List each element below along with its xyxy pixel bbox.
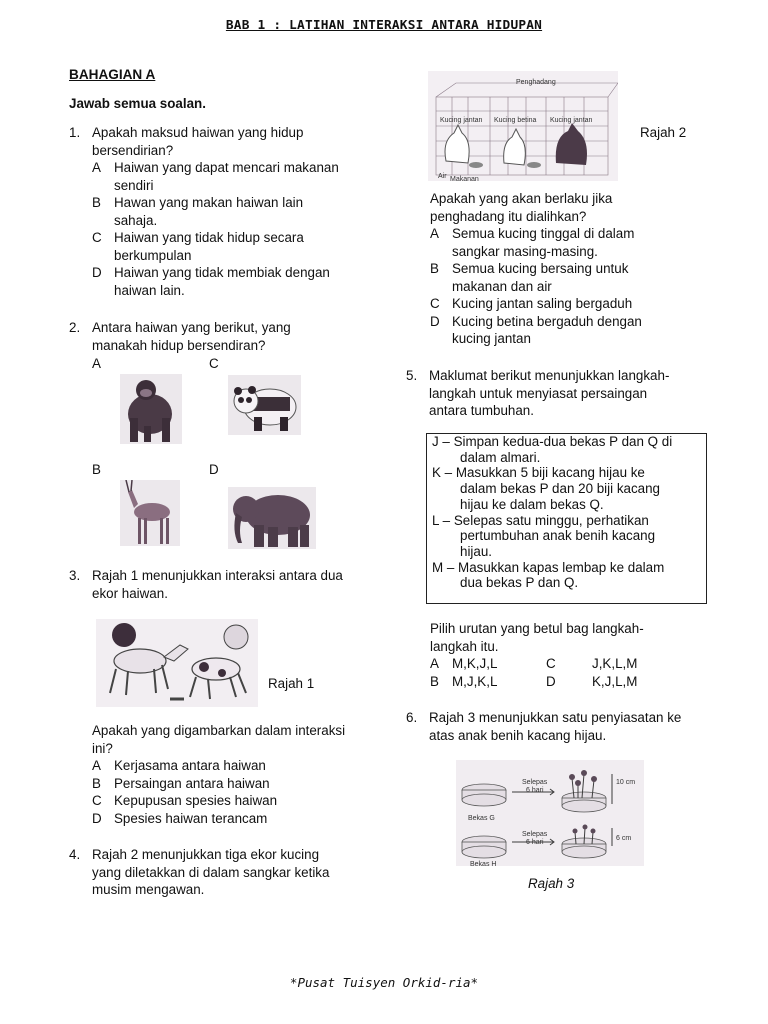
step-m: M – Masukkan kapas lembap ke dalam dua bekas P dan Q. (432, 559, 665, 591)
figure-caption: Makanan (450, 176, 479, 181)
option-a: A Haiwan yang dapat mencari makanan sendiri (92, 160, 339, 193)
question-text: langkah untuk menyiasat persaingan (429, 385, 648, 401)
figure-caption: 6 hari (526, 839, 544, 846)
figure-caption: Bekas H (470, 861, 497, 866)
label-c: C (209, 356, 219, 371)
figure-caption: Kucing jantan (550, 117, 593, 124)
option-a: A Kerjasama antara haiwan (92, 758, 266, 773)
question-4 (69, 846, 369, 899)
question-text: Antara haiwan yang berikut, yang (92, 320, 291, 335)
question-number: 3. (69, 568, 81, 583)
question-text: Rajah 2 menunjukkan tiga ekor kucing (92, 847, 320, 862)
option-a: A Semua kucing tinggal di dalam sangkar masing-masing. (430, 226, 635, 259)
seedling-experiment-image (456, 760, 644, 866)
question-text: penghadang itu dialihkan? (430, 208, 587, 224)
dogs-fighting-image (96, 619, 258, 707)
step-k: K – Masukkan 5 biji kacang hijau ke dalam bekas P dan 20 biji kacang hijau ke dalam bekas Q. (432, 465, 661, 512)
question-4-options (430, 190, 730, 348)
question-number: 1. (69, 125, 81, 140)
elephant-image (228, 487, 316, 549)
question-5-options (430, 620, 720, 690)
question-text: Maklumat berikut menunjukkan langkah- (429, 368, 670, 383)
question-text: yang diletakkan di dalam sangkar ketika (92, 864, 330, 880)
option-d: D Kucing betina bergaduh dengan kucing jantan (430, 313, 642, 346)
question-text: langkah itu. (430, 638, 499, 654)
figure-caption: Air (438, 173, 447, 180)
question-text: antara tumbuhan. (429, 403, 534, 418)
answer-row: B M,J,K,L D K,J,L,M (430, 673, 638, 689)
question-2 (69, 319, 369, 354)
option-c: C Kepupusan spesies haiwan (92, 793, 278, 808)
figure-caption: Selepas (522, 831, 548, 838)
question-text: atas anak benih kacang hijau. (429, 727, 607, 743)
question-6 (406, 709, 726, 744)
figure-caption: Penghadang (516, 79, 556, 86)
figure-caption: Kucing jantan (440, 117, 483, 124)
instruction: Jawab semua soalan. (69, 96, 206, 111)
option-b: B Persaingan antara haiwan (92, 775, 270, 791)
figure-label-rajah-2: Rajah 2 (640, 125, 687, 140)
footer: *Pusat Tuisyen Orkid-ria* (289, 975, 479, 990)
answer-row: A M,K,J,L C J,K,L,M (430, 656, 638, 671)
figure-caption: Selepas (522, 779, 548, 786)
question-text: ini? (92, 740, 113, 756)
question-text: Apakah yang akan berlaku jika (430, 191, 613, 206)
step-j: J – Simpan kedua-dua bekas P dan Q di dalam almari. (432, 434, 673, 465)
option-d: D Haiwan yang tidak membiak dengan haiwan lain. (92, 265, 330, 298)
label-d: D (209, 462, 219, 477)
figure-caption: Bekas G (468, 815, 495, 822)
cat-cage-image (428, 71, 618, 181)
question-3 (69, 567, 369, 602)
section-heading: BAHAGIAN A (69, 67, 156, 82)
figure-caption: 6 cm (616, 835, 632, 842)
option-c: C Haiwan yang tidak hidup secara berkumpulan (92, 230, 304, 263)
question-3-options (92, 722, 382, 827)
page-title: BAB 1 : LATIHAN INTERAKSI ANTARA HIDUPAN (225, 18, 543, 33)
question-number: 6. (406, 710, 418, 725)
option-d: D Spesies haiwan terancam (92, 810, 268, 826)
figure-caption: 10 cm (616, 779, 636, 786)
steps-box (426, 433, 707, 604)
question-1 (69, 124, 369, 299)
question-text: musim mengawan. (92, 882, 205, 897)
figure-label-rajah-1: Rajah 1 (268, 676, 315, 691)
question-text: Rajah 3 menunjukkan satu penyiasatan ke (429, 710, 682, 725)
question-number: 5. (406, 368, 418, 383)
question-text: bersendirian? (92, 142, 174, 158)
question-text: manakah hidup bersendiran? (92, 337, 266, 353)
question-text: Pilih urutan yang betul bag langkah- (430, 621, 644, 636)
figure-caption: Kucing betina (494, 117, 537, 124)
figure-caption: 6 hari (526, 787, 544, 794)
question-text: Apakah maksud haiwan yang hidup (92, 125, 304, 140)
question-5 (406, 367, 726, 420)
label-a: A (92, 356, 101, 371)
step-l: L – Selepas satu minggu, perhatikan pertumbuhan anak benih kacang hijau. (432, 512, 656, 559)
figure-label-rajah-3: Rajah 3 (528, 876, 575, 891)
question-text: Rajah 1 menunjukkan interaksi antara dua (92, 568, 343, 583)
option-b: B Semua kucing bersaing untuk makanan dan air (430, 261, 629, 294)
question-number: 2. (69, 320, 81, 335)
option-b: B Hawan yang makan haiwan lain sahaja. (92, 195, 304, 228)
panda-image (228, 375, 301, 435)
option-c: C Kucing jantan saling bergaduh (430, 296, 633, 311)
antelope-image (120, 480, 180, 546)
question-text: ekor haiwan. (92, 585, 168, 601)
question-text: Apakah yang digambarkan dalam interaksi (92, 723, 346, 738)
question-number: 4. (69, 847, 81, 862)
label-b: B (92, 462, 101, 477)
chimpanzee-image (120, 374, 182, 444)
